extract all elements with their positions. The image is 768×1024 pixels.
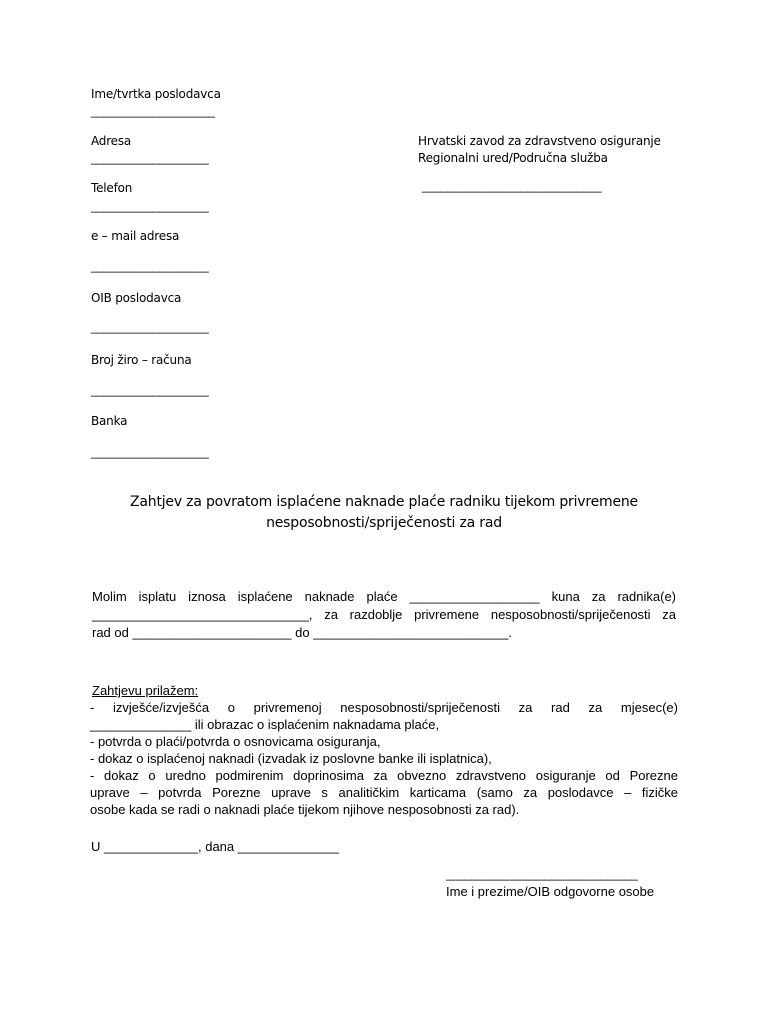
employer-phone-line: ___________________ [91, 199, 209, 213]
signature-label: Ime i prezime/OIB odgovorne osobe [446, 884, 655, 899]
employer-bank-label: Banka [91, 414, 128, 428]
signature-line: _______________________________ [446, 867, 638, 881]
attachment-item-4-line1: - dokaz o uredno podmirenim doprinosima za obvezno zdravstveno osiguranje od Porezne [90, 768, 678, 783]
attachment-item-4-line3: osobe kada se radi o naknadi plaće tijekom njihove nesposobnosti za rad). [90, 802, 520, 817]
attachment-item-1-line2: ______________ ili obrazac o isplaćenim naknadama plaće, [90, 717, 440, 732]
attachments-heading: Zahtjevu prilažem: [92, 683, 199, 698]
attachments-list [90, 699, 678, 818]
attachment-item-1-line1: - izvješće/izvješća o privremenoj nesposobnosti/spriječenosti za rad za mjesec(e) [90, 700, 678, 715]
request-line-2: ______________________________, za razdoblje privremene nesposobnosti/spriječenosti za [92, 607, 676, 622]
attachment-item-3: - dokaz o isplaćenoj naknadi (izvadak iz poslovne banke ili isplatnica), [90, 751, 492, 766]
employer-oib-label: OIB poslodavca [91, 291, 182, 305]
employer-name-label: Ime/tvrtka poslodavca [91, 87, 221, 101]
employer-account-line: ___________________ [91, 383, 209, 397]
recipient-office: Regionalni ured/Područna služba [418, 151, 608, 165]
employer-name-line: ____________________ [91, 104, 215, 118]
document-title-line1: Zahtjev za povratom isplaćene naknade plaće radniku tijekom privremene [130, 494, 638, 510]
request-paragraph [92, 588, 676, 642]
employer-email-label: e – mail adresa [91, 229, 180, 243]
request-line-1: Molim isplatu iznosa isplaćene naknade plaće __________________ kuna za radnika(e) [92, 589, 676, 604]
place-date-line: U _____________, dana ______________ [91, 839, 339, 854]
employer-email-line: ___________________ [91, 259, 209, 273]
employer-account-label: Broj žiro – računa [91, 353, 192, 367]
employer-address-label: Adresa [91, 134, 132, 148]
request-line-3: rad od ______________________ do ___________________________. [92, 625, 513, 640]
document-title-line2: nesposobnosti/spriječenosti za rad [266, 515, 502, 531]
employer-oib-line: ___________________ [91, 320, 209, 334]
employer-phone-label: Telefon [91, 181, 133, 195]
recipient-institution: Hrvatski zavod za zdravstveno osiguranje [418, 134, 661, 148]
attachment-item-2: - potvrda o plaći/potvrda o osnovicama osiguranja, [90, 734, 381, 749]
employer-bank-line: ___________________ [91, 445, 209, 459]
attachment-item-4-line2: uprave – potvrda Porezne uprave s analitičkim karticama (samo za poslodavce – fizičke [90, 785, 678, 800]
recipient-blank-line: _____________________________ [422, 179, 602, 193]
employer-address-line: ___________________ [91, 151, 209, 165]
